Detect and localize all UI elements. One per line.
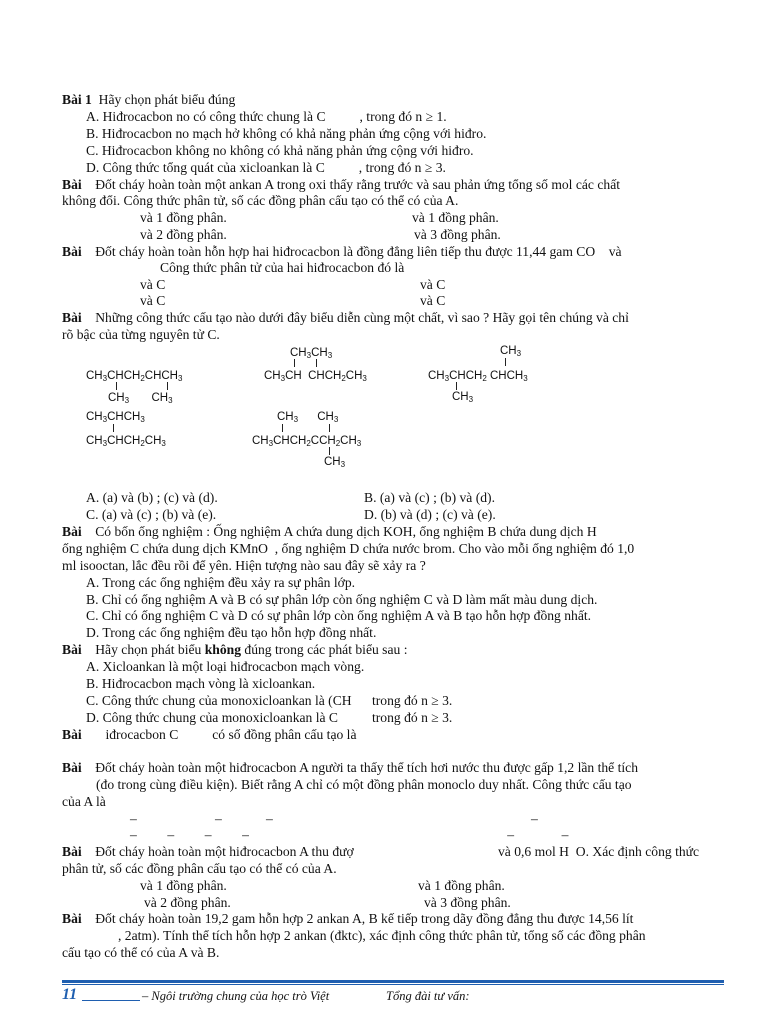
question-2 xyxy=(62,177,620,193)
footer-rule-thin xyxy=(62,984,724,985)
structure-b-top: $CH_3CH_3$ xyxy=(290,347,333,360)
question-9-option-b: và 1 đồng phân. xyxy=(418,878,505,893)
structure-e-sub: $CH_3$ xyxy=(324,456,346,469)
question-3-option-d: và C xyxy=(420,293,446,308)
structure-a-sub: $CH_3$ $CH_3$ xyxy=(108,392,173,405)
question-2-title: Bài xyxy=(62,177,82,192)
question-6-prompt-bold: không xyxy=(204,642,241,657)
structure-c-sub: $CH_3$ xyxy=(452,391,474,404)
structure-e-bond xyxy=(329,424,330,432)
question-9-option-d: và 3 đồng phân. xyxy=(424,895,511,910)
question-9-line-1b: và 0,6 mol H O. Xác định công thức xyxy=(498,844,700,859)
question-1-option-c: C. Hiđrocacbon không no không có khả năng phản ứng cộng với hiđro. xyxy=(86,143,474,158)
question-8 xyxy=(62,760,638,776)
structure-c-bond xyxy=(505,358,506,366)
structure-b-bond xyxy=(294,359,295,367)
question-4-option-c: C. (a) và (c) ; (b) và (e). xyxy=(86,507,217,522)
question-2-option-a: và 1 đồng phân. xyxy=(140,210,227,225)
question-4-option-d: D. (b) và (d) ; (c) và (e). xyxy=(364,507,496,522)
structure-d-main: $CH_3CHCH_2CH_3$ xyxy=(86,435,166,448)
question-10-title: Bài xyxy=(62,911,82,926)
question-4-line-1: Những công thức cấu tạo nào dưới đây biểu diễn cùng một chất, vì sao ? Hãy gọi tên chúng và chỉ xyxy=(95,310,629,325)
question-2-option-b: và 1 đồng phân. xyxy=(412,210,499,225)
question-5-line-2: ống nghiệm C chứa dung dịch KMnO , ống nghiệm D chứa nước brom. Cho vào mỗi ống nghiệm đó 1,0 xyxy=(62,541,635,556)
question-5-line-3: ml isooctan, lắc đều rồi để yên. Hiện tượng nào sau đây sẽ xảy ra ? xyxy=(62,558,426,573)
question-3-option-b: và C xyxy=(420,277,446,292)
question-7 xyxy=(62,727,356,743)
question-6 xyxy=(62,642,407,658)
question-5-option-a: A. Trong các ống nghiệm đều xảy ra sự phân lớp. xyxy=(86,575,356,590)
question-3-line-2: Công thức phân tử của hai hiđrocacbon đó là xyxy=(160,260,405,275)
question-6-option-a: A. Xicloankan là một loại hiđrocacbon mạch vòng. xyxy=(86,659,365,674)
question-2-option-c: và 2 đồng phân. xyxy=(140,227,227,242)
question-2-line-1: Đốt cháy hoàn toàn một ankan A trong oxi thấy rằng trước và sau phản ứng tổng số mol các chất xyxy=(95,177,621,192)
structure-c-top: $CH_3$ xyxy=(500,345,522,358)
question-10-line-3: cấu tạo có thể có của A và B. xyxy=(62,945,220,960)
question-8-title: Bài xyxy=(62,760,82,775)
structure-c-main: $CH_3CHCH_2$ $CHCH_3$ xyxy=(428,370,528,383)
question-6-prompt-pre: Hãy chọn phát biểu xyxy=(95,642,205,657)
structure-e-main: $CH_3CHCH_2CCH_2CH_3$ xyxy=(252,435,362,448)
question-10-line-1: Đốt cháy hoàn toàn 19,2 gam hỗn hợp 2 ankan A, B kế tiếp trong dãy đồng đẳng thu được 14,56 lít xyxy=(95,911,634,926)
question-9-option-c: và 2 đồng phân. xyxy=(144,895,231,910)
footer-link-underline xyxy=(82,1000,140,1001)
question-5 xyxy=(62,524,597,540)
question-3 xyxy=(62,244,622,260)
question-4-title: Bài xyxy=(62,310,82,325)
question-9-option-a: và 1 đồng phân. xyxy=(140,878,227,893)
footer-hotline-text: Tổng đài tư vấn: xyxy=(386,989,470,1003)
question-8-dash-row-2: – – – – – – xyxy=(130,827,569,842)
structure-a-bond xyxy=(167,382,168,390)
question-10 xyxy=(62,911,633,927)
question-6-option-c: C. Công thức chung của monoxicloankan là (CH trong đó n ≥ 3. xyxy=(86,693,453,708)
question-8-line-2: (đo trong cùng điều kiện). Biết rằng A chỉ có một đồng phân monoclo duy nhất. Công thức cấu tạo xyxy=(96,777,632,792)
question-2-option-d: và 3 đồng phân. xyxy=(414,227,501,242)
question-1-option-a: A. Hiđrocacbon no có công thức chung là C , trong đó n ≥ 1. xyxy=(86,109,447,124)
question-10-line-2: , 2atm). Tính thể tích hỗn hợp 2 ankan (đktc), xác định công thức phân tử, tổng số các đồng phân xyxy=(118,928,646,943)
question-9-line-1: Đốt cháy hoàn toàn một hiđrocacbon A thu đượ xyxy=(95,844,354,859)
structure-d-bond xyxy=(113,424,114,432)
question-4-option-b: B. (a) và (c) ; (b) và (d). xyxy=(364,490,495,505)
question-4-option-a: A. (a) và (b) ; (c) và (d). xyxy=(86,490,218,505)
question-5-option-c: C. Chỉ có ống nghiệm C và D có sự phân lớp còn ống nghiệm A và B tạo hỗn hợp đồng nhất. xyxy=(86,608,592,623)
question-7-line-1: iđrocacbon C có số đồng phân cấu tạo là xyxy=(105,727,357,742)
structure-b-main: $CH_3CH$ $CHCH_2CH_3$ xyxy=(264,370,367,383)
question-9-line-2: phân tử, số các đồng phân cấu tạo có thể có của A. xyxy=(62,861,337,876)
question-3-line-1: Đốt cháy hoàn toàn hỗn hợp hai hiđrocacbon là đồng đẳng liên tiếp thu được 11,44 gam CO và xyxy=(95,244,622,259)
question-6-prompt-post: đúng trong các phát biểu sau : xyxy=(241,642,408,657)
footer-logo: 11 xyxy=(62,986,78,1003)
structure-e-bond xyxy=(329,447,330,455)
structure-b-bond xyxy=(316,359,317,367)
question-3-option-c: và C xyxy=(140,293,166,308)
structure-a-bond xyxy=(116,382,117,390)
question-8-line-3: của A là xyxy=(62,794,106,809)
question-4 xyxy=(62,310,629,326)
question-5-option-d: D. Trong các ống nghiệm đều tạo hỗn hợp đồng nhất. xyxy=(86,625,377,640)
question-6-title: Bài xyxy=(62,642,82,657)
question-6-option-d: D. Công thức chung của monoxicloankan là C trong đó n ≥ 3. xyxy=(86,710,453,725)
structure-d-top: $CH_3CHCH_3$ xyxy=(86,411,145,424)
question-8-dash-row-1: – – – – xyxy=(130,811,538,826)
question-5-line-1: Có bốn ống nghiệm : Ống nghiệm A chứa dung dịch KOH, ống nghiệm B chứa dung dịch H xyxy=(95,524,597,539)
structure-e-bond xyxy=(282,424,283,432)
question-1-prompt: Hãy chọn phát biểu đúng xyxy=(98,92,236,107)
structure-e-top: $CH_3$ $CH_3$ xyxy=(277,411,339,424)
question-1-option-d: D. Công thức tổng quát của xicloankan là C , trong đó n ≥ 3. xyxy=(86,160,446,175)
question-3-option-a: và C xyxy=(140,277,166,292)
question-4-line-2: rõ bậc của từng nguyên tử C. xyxy=(62,327,220,342)
question-9 xyxy=(62,844,354,860)
question-8-line-1: Đốt cháy hoàn toàn một hiđrocacbon A người ta thấy thể tích hơi nước thu được gấp 1,2 lần thể tích xyxy=(95,760,638,775)
question-2-line-2: không đổi. Công thức phân tử, số các đồng phân cấu tạo có thể có của A. xyxy=(62,193,459,208)
structure-a-main: $CH_3CHCH_2CHCH_3$ xyxy=(86,370,183,383)
footer-school-text: – Ngôi trường chung của học trò Việt xyxy=(142,989,330,1003)
question-1 xyxy=(62,92,235,108)
question-7-title: Bài xyxy=(62,727,82,742)
question-3-title: Bài xyxy=(62,244,82,259)
question-1-option-b: B. Hiđrocacbon no mạch hở không có khả năng phản ứng cộng với hiđro. xyxy=(86,126,487,141)
question-6-option-b: B. Hiđrocacbon mạch vòng là xicloankan. xyxy=(86,676,316,691)
footer-rule xyxy=(62,980,724,983)
question-5-title: Bài xyxy=(62,524,82,539)
question-5-option-b: B. Chỉ có ống nghiệm A và B có sự phân lớp còn ống nghiệm C và D làm mất màu dung dịch. xyxy=(86,592,598,607)
question-1-title: Bài 1 xyxy=(62,92,92,107)
question-9-title: Bài xyxy=(62,844,82,859)
structure-c-bond xyxy=(456,382,457,390)
